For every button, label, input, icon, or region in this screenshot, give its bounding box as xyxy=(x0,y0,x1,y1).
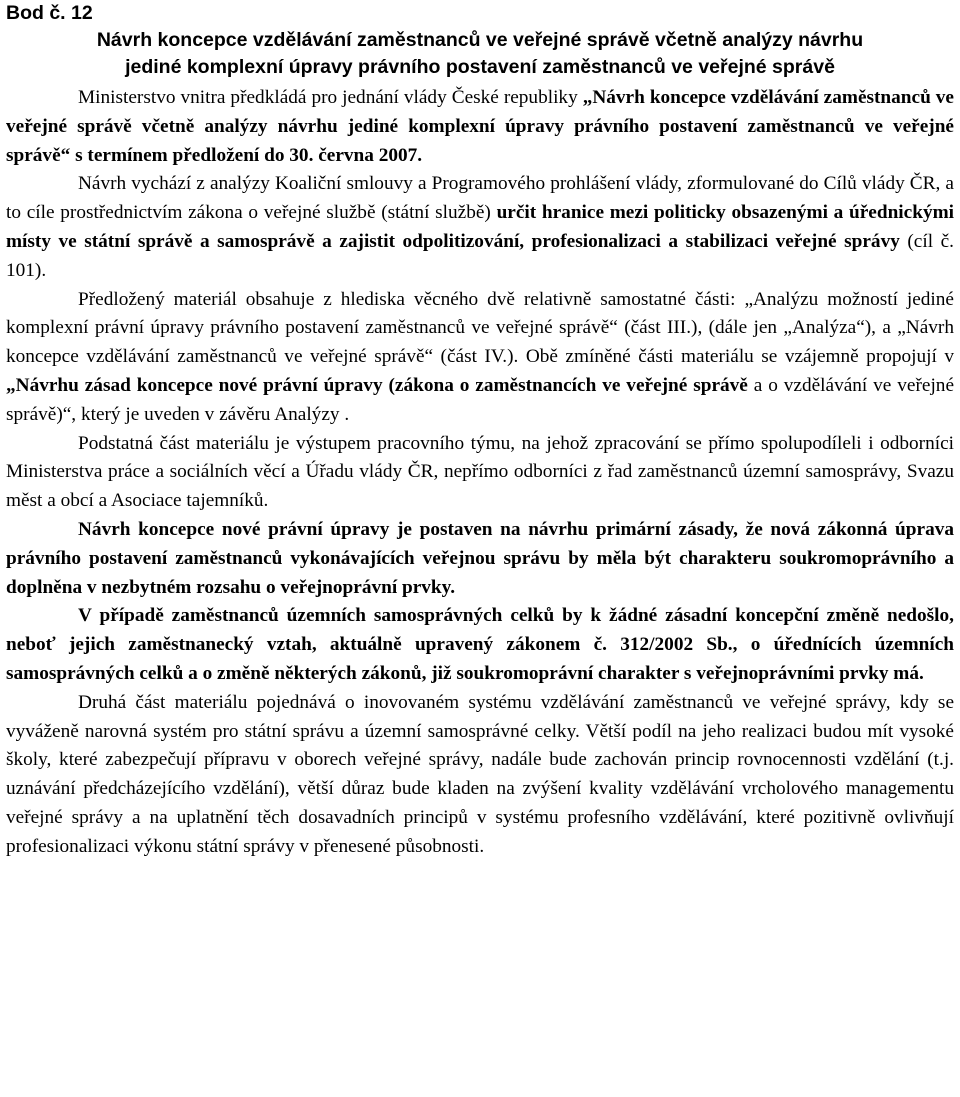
text-run: Návrh vychází z analýzy Koaliční smlouvy a Programového prohlášení vlády, zformulované do Cílů vlády ČR, a to cíle prostřednictvím zákona o veřejné službě (státní službě) xyxy=(6,173,954,224)
text-run: Ministerstvo vnitra předkládá pro jednání vlády České republiky xyxy=(78,87,583,108)
bold-text-run: určit hranice mezi politicky obsazenými a úřednickými místy ve státní správě a samosprávě a zajistit odpolitizování, profesionalizaci a stabilizaci veřejné správy xyxy=(6,202,954,252)
text-run: (cíl č. 101). xyxy=(6,230,954,281)
paragraph-education-system xyxy=(6,689,954,862)
bold-text-run: „Návrhu zásad koncepce nové právní úpravy (zákona o zaměstnancích ve veřejné správě xyxy=(6,374,748,396)
bold-text-run: V případě zaměstnanců územních samosprávných celků by k žádné zásadní koncepční změně nedošlo, neboť jejich zaměstnanecký vztah, aktuálně upravený zákonem č. 312/2002 Sb., o úřednících územních samosprávných celků a o změně některých zákonů, již soukromoprávní charakter s veřejnoprávními prvky má. xyxy=(6,605,954,684)
bold-text-run: Návrh koncepce nové právní úpravy je postaven na návrhu primární zásady, že nová zákonná úprava právního postavení zaměstnanců vykonávajících veřejnou správu by měla být charakteru soukromoprávního a doplněna v nezbytném rozsahu o veřejnoprávní prvky. xyxy=(6,518,954,598)
text-run: Podstatná část materiálu je výstupem pracovního týmu, na jehož zpracování se přímo spolupodíleli i odborníci Ministerstva práce a sociálních věcí a Úřadu vlády ČR, nepřímo odborníci z řad zaměstnanců územní samosprávy, Svazu měst a obcí a Asociace tajemníků. xyxy=(6,432,954,512)
paragraph-basis xyxy=(6,170,954,285)
paragraph-authors xyxy=(6,430,954,516)
text-run: Předložený materiál obsahuje z hlediska věcného dvě relativně samostatné části: „Analýzu možností jediné komplexní právní úpravy právního postavení zaměstnanců ve veřejné správě“ (část III.), (dále jen „Analýza“), a „Návrh koncepce vzdělávání zaměstnanců ve veřejné správě“ (část IV.). Obě zmíněné části materiálu se vzájemně propojují v xyxy=(6,288,954,368)
paragraph-submission xyxy=(6,84,954,170)
paragraph-primary-principle xyxy=(6,516,954,602)
document-title-line-2: jediné komplexní úpravy právního postavení zaměstnanců ve veřejné správě xyxy=(125,56,835,78)
document-title-line-1: Návrh koncepce vzdělávání zaměstnanců ve veřejné správě včetně analýzy návrhu xyxy=(96,29,864,51)
paragraph-territorial-units xyxy=(6,602,954,688)
text-run: Druhá část materiálu pojednává o inovovaném systému vzdělávání zaměstnanců ve veřejné správy, kdy se vyváženě narovná systém pro státní správu a územní samosprávné celky. Větší podíl na jeho realizaci budou mít vysoké školy, které zabezpečují přípravu v oborech veřejné správy, nadále bude zachován princip rovnocennosti vzdělání (t.j. uznávání předcházejícího vzdělání), větší důraz bude kladen na zvýšení kvality vzdělávání vrcholového managementu veřejné správy a na uplatnění těch dosavadních principů v systému profesního vzdělávání, které pozitivně ovlivňují profesionalizaci výkonu státní správy v přenesené působnosti. xyxy=(6,691,954,857)
agenda-item-number: Bod č. 12 xyxy=(6,2,93,24)
text-run: a o vzdělávání ve veřejné správě)“, který je uveden v závěru Analýzy . xyxy=(6,374,954,425)
bold-text-run: „Návrh koncepce vzdělávání zaměstnanců ve veřejné správě včetně analýzy návrhu jediné komplexní úpravy právního postavení zaměstnanců ve veřejné správě“ s termínem předložení do 30. června 2007. xyxy=(6,87,954,166)
paragraph-contents xyxy=(6,286,954,430)
